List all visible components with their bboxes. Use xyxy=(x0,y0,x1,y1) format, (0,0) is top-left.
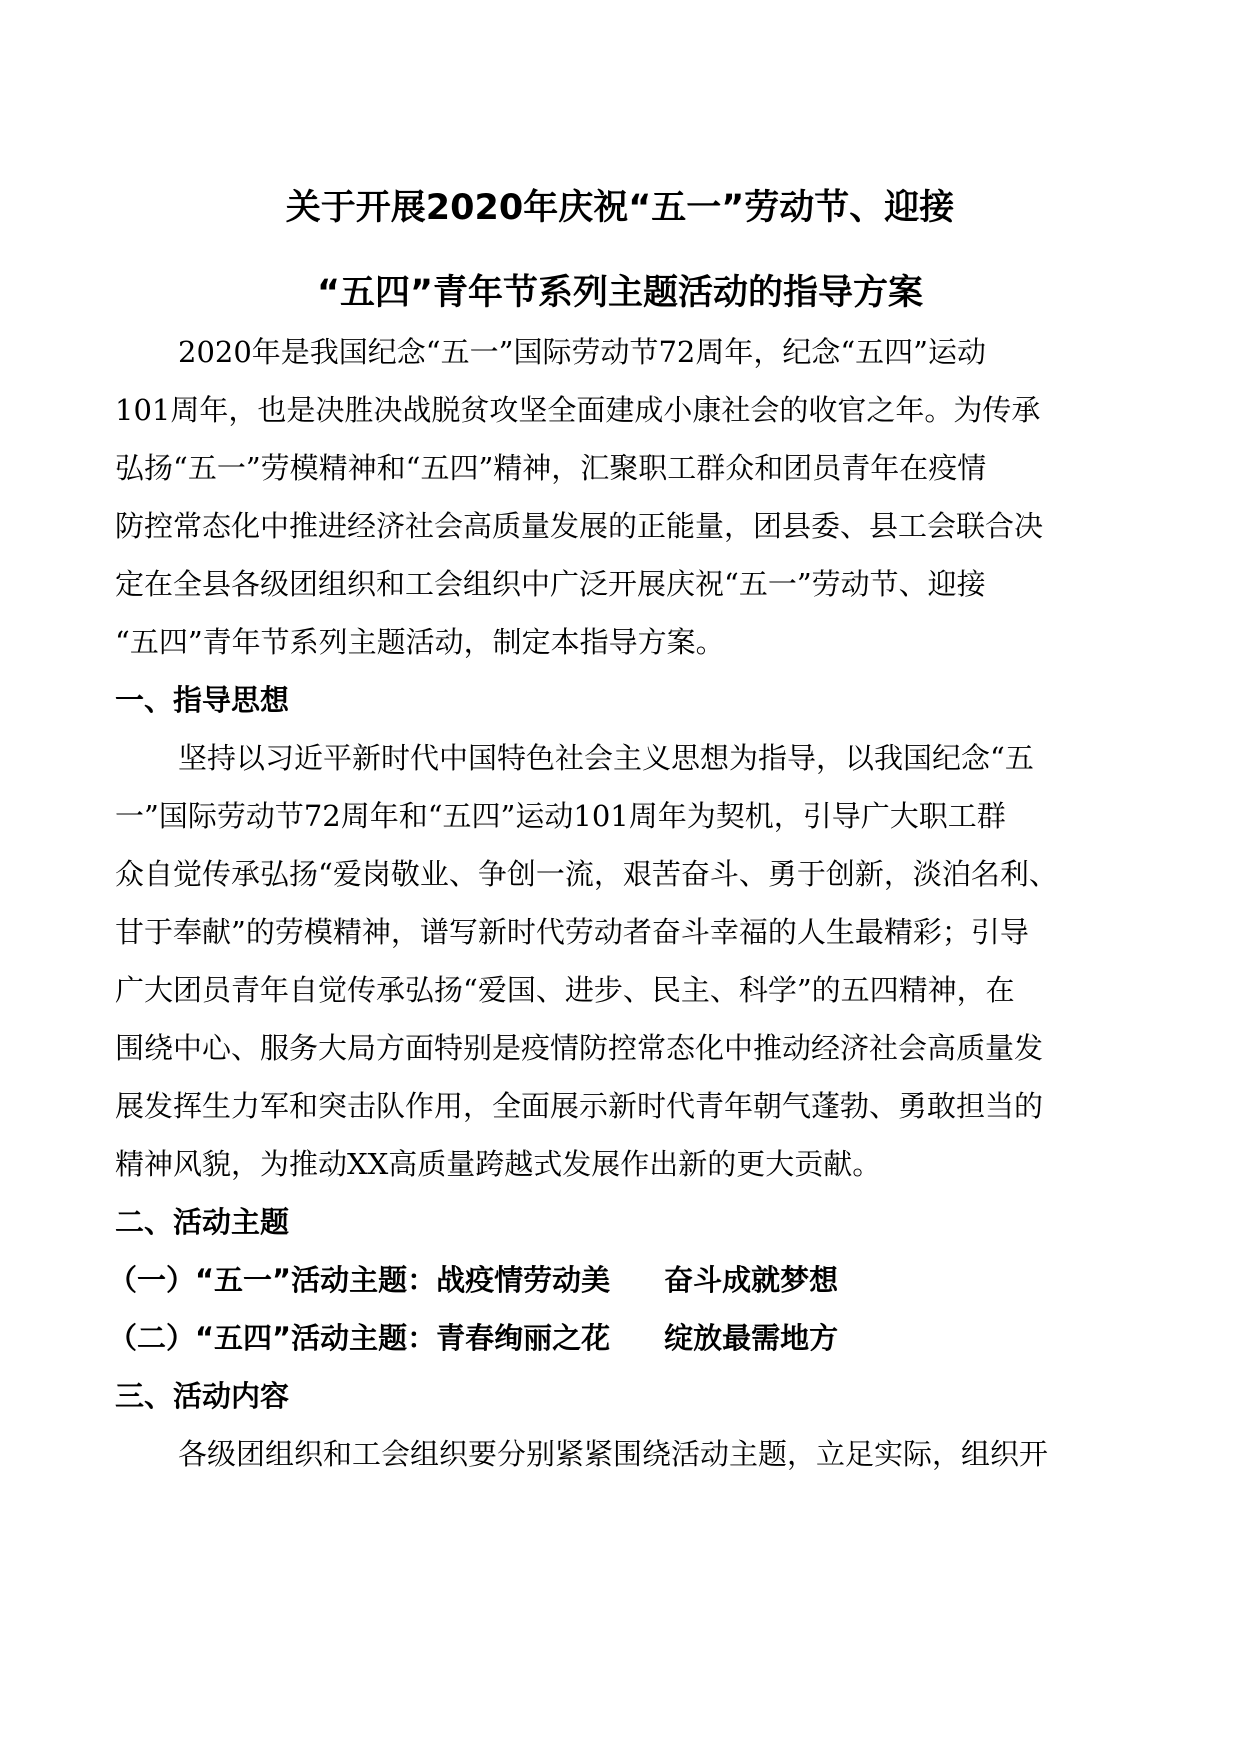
theme-may-fourth-slogan: 绽放最需地方 xyxy=(664,1321,839,1355)
section1-paragraph-line: 甘于奉献”的劳模精神，谱写新时代劳动者奋斗幸福的人生最精彩；引导 xyxy=(115,915,1029,949)
section1-paragraph-line: 众自觉传承弘扬“爱岗敬业、争创一流，艰苦奋斗、勇于创新，淡泊名利、 xyxy=(115,857,1058,891)
section1-paragraph-line: 广大团员青年自觉传承弘扬“爱国、进步、民主、科学”的五四精神，在 xyxy=(115,973,1015,1007)
section1-paragraph-line: 围绕中心、服务大局方面特别是疫情防控常态化中推动经济社会高质量发 xyxy=(115,1031,1044,1065)
document-title-line-2: “五四”青年节系列主题活动的指导方案 xyxy=(316,273,923,313)
theme-may-fourth xyxy=(108,1318,838,1358)
intro-paragraph-line: “五四”青年节系列主题活动，制定本指导方案。 xyxy=(115,625,725,659)
theme-may-day-label: （一）“五一”活动主题：战疫情劳动美 xyxy=(108,1263,611,1297)
section1-paragraph-line: 精神风貌，为推动XX高质量跨越式发展作出新的更大贡献。 xyxy=(115,1147,882,1181)
intro-paragraph-line: 2020年是我国纪念“五一”国际劳动节72周年，纪念“五四”运动 xyxy=(178,335,987,369)
section1-paragraph-line: 一”国际劳动节72周年和“五四”运动101周年为契机，引导广大职工群 xyxy=(115,799,1006,833)
section1-paragraph-line: 展发挥生力军和突击队作用，全面展示新时代青年朝气蓬勃、勇敢担当的 xyxy=(115,1089,1044,1123)
section-heading-guiding-ideology: 一、指导思想 xyxy=(115,683,290,717)
section-heading-activity-theme: 二、活动主题 xyxy=(115,1205,290,1239)
theme-may-fourth-label: （二）“五四”活动主题：青春绚丽之花 xyxy=(108,1321,611,1355)
section1-paragraph-line: 坚持以习近平新时代中国特色社会主义思想为指导，以我国纪念“五 xyxy=(178,741,1034,775)
section3-paragraph-line: 各级团组织和工会组织要分别紧紧围绕活动主题，立足实际，组织开 xyxy=(178,1437,1049,1471)
document-title-line-1: 关于开展2020年庆祝“五一”劳动节、迎接 xyxy=(285,188,955,228)
intro-paragraph-line: 弘扬“五一”劳模精神和“五四”精神，汇聚职工群众和团员青年在疫情 xyxy=(115,451,987,485)
theme-may-day-slogan: 奋斗成就梦想 xyxy=(664,1263,839,1297)
intro-paragraph-line: 定在全县各级团组织和工会组织中广泛开展庆祝“五一”劳动节、迎接 xyxy=(115,567,986,601)
intro-paragraph-line: 防控常态化中推进经济社会高质量发展的正能量，团县委、县工会联合决 xyxy=(115,509,1044,543)
intro-paragraph-line: 101周年，也是决胜决战脱贫攻坚全面建成小康社会的收官之年。为传承 xyxy=(115,393,1041,427)
theme-may-day xyxy=(108,1260,838,1300)
section-heading-activity-content: 三、活动内容 xyxy=(115,1379,290,1413)
